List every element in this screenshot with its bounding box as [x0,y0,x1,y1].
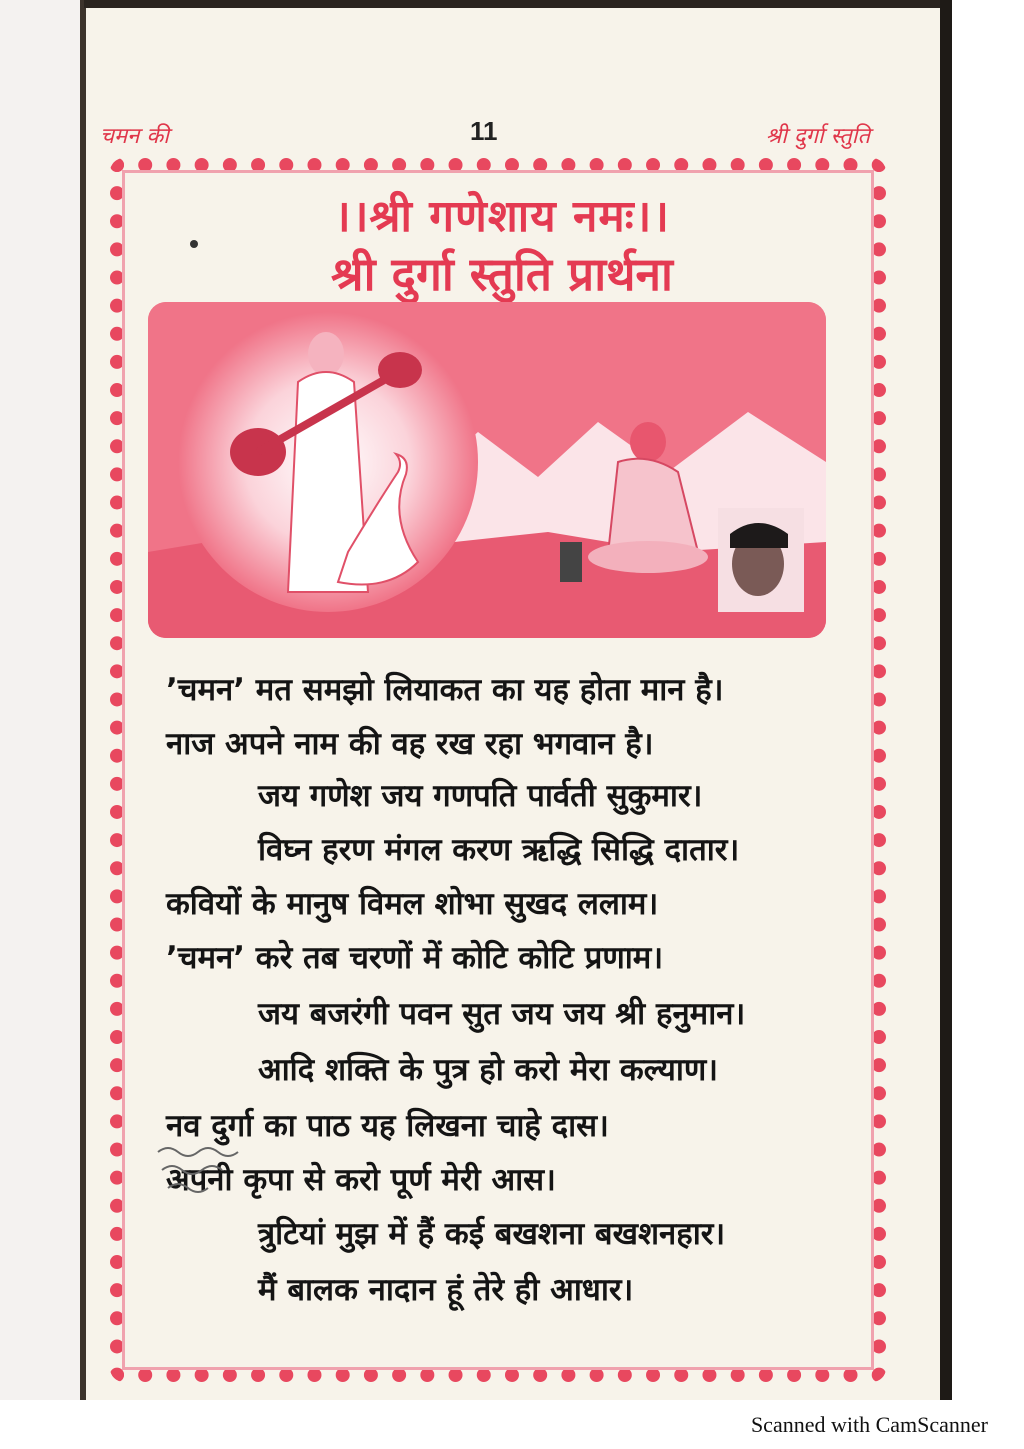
invocation-title: ।।श्री गणेशाय नमः।। [334,191,670,242]
veena-gourd-right [378,352,422,388]
sage-head [630,422,666,462]
book-page [86,8,940,1400]
verse-line: अपनी कृपा से करो पूर्ण मेरी आस। [166,1162,556,1198]
running-header [86,114,940,154]
goddess-head [308,332,344,376]
devotional-illustration [148,302,826,638]
page-number: 11 [470,116,498,146]
page-edge-right [940,0,952,1400]
handwritten-scribble [154,1138,248,1198]
scanner-watermark: Scanned with CamScanner [750,1412,988,1437]
verse-line: कवियों के मानुष विमल शोभा सुखद ललाम। [166,886,659,922]
scan-margin-right [940,0,1024,1400]
header-left-text: चमन की [100,124,169,149]
sage-seat [588,541,708,573]
verse-line: ’चमन’ मत समझो लियाकत का यह होता मान है। [166,672,724,708]
verse-line: त्रुटियां मुझ में हैं कई बखशना बखशनहार। [258,1216,726,1252]
page-edge-top [84,0,940,8]
scan-margin-left [0,0,84,1400]
verse-line: आदि शक्ति के पुत्र हो करो मेरा कल्याण। [258,1052,719,1088]
verse-line: ’चमन’ करे तब चरणों में कोटि कोटि प्रणाम। [166,940,664,976]
kamandal [560,542,582,582]
header-right-text: श्री दुर्गा स्तुति [765,124,870,149]
verse-line: नाज अपने नाम की वह रख रहा भगवान है। [166,726,654,762]
illustration-art [148,302,826,638]
verse-line: नव दुर्गा का पाठ यह लिखना चाहे दास। [166,1108,609,1144]
verse-line: जय गणेश जय गणपति पार्वती सुकुमार। [258,778,703,814]
verse-line: जय बजरंगी पवन सुत जय जय श्री हनुमान। [258,996,746,1032]
verse-line: मैं बालक नादान हूं तेरे ही आधार। [258,1272,634,1308]
prayer-title: श्री दुर्गा स्तुति प्रार्थना [331,247,673,301]
verse-line: विघ्न हरण मंगल करण ऋद्धि सिद्धि दातार। [258,832,740,868]
